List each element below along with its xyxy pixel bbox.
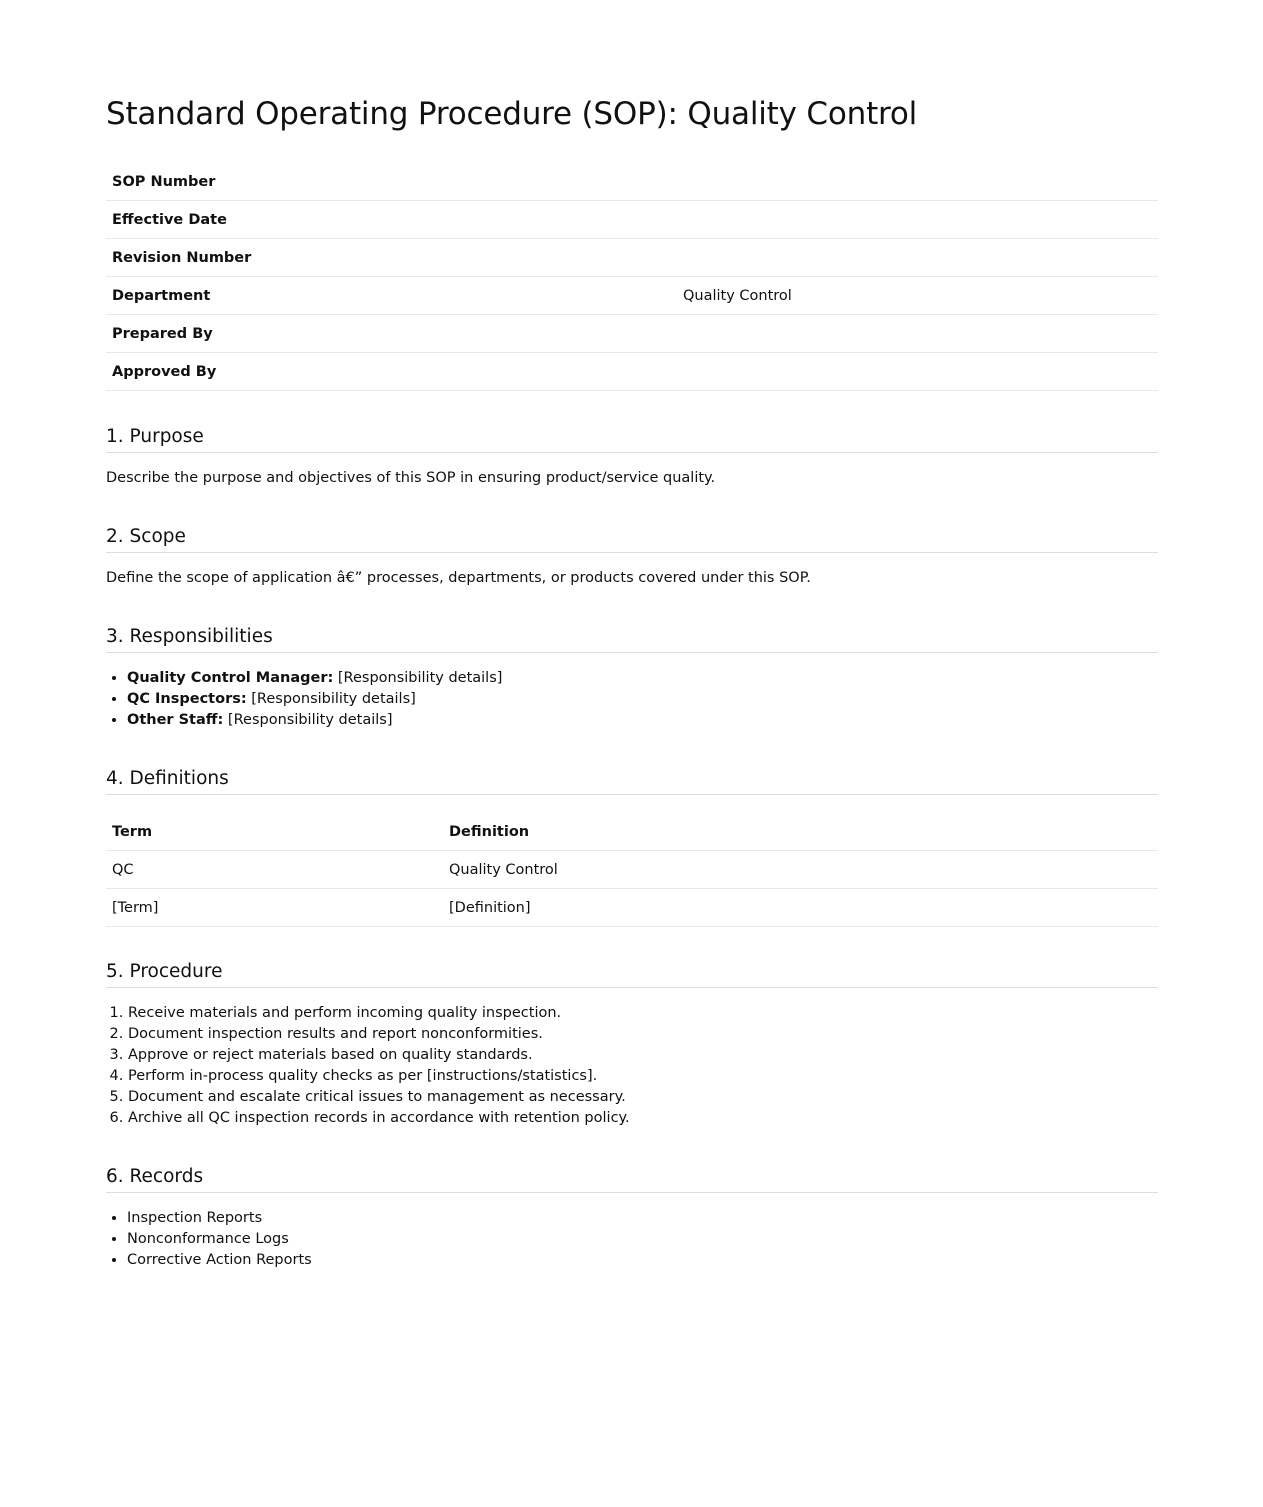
role-label: QC Inspectors: <box>127 691 247 707</box>
procedure-steps <box>106 1003 1158 1129</box>
meta-label: Effective Date <box>106 201 677 239</box>
section-heading: 1. Purpose <box>106 426 1158 453</box>
section-heading: 3. Responsibilities <box>106 626 1158 653</box>
list-item <box>127 689 1158 710</box>
page-title: Standard Operating Procedure (SOP): Quality Control <box>106 96 918 132</box>
meta-value: Quality Control <box>677 277 1158 315</box>
role-detail: [Responsibility details] <box>333 670 503 686</box>
table-row <box>106 277 1158 315</box>
table-row <box>106 315 1158 353</box>
meta-value <box>677 163 1158 201</box>
term-cell: [Term] <box>106 889 443 927</box>
section-responsibilities <box>106 626 1158 731</box>
table-header-row <box>106 813 1158 851</box>
list-item: • Nonconformance Logs <box>127 1229 1158 1250</box>
procedure-step: 4. Perform in-process quality checks as per [instructions/statistics]. <box>128 1066 1158 1087</box>
sop-meta-table <box>106 163 1158 391</box>
meta-value <box>677 201 1158 239</box>
meta-label: Department <box>106 277 677 315</box>
meta-label: SOP Number <box>106 163 677 201</box>
meta-label: Approved By <box>106 353 677 391</box>
table-row <box>106 851 1158 889</box>
list-item: • Inspection Reports <box>127 1208 1158 1229</box>
meta-label: Prepared By <box>106 315 677 353</box>
column-header: Term <box>106 813 443 851</box>
procedure-step: 2. Document inspection results and report nonconformities. <box>128 1024 1158 1045</box>
meta-value <box>677 315 1158 353</box>
section-heading: 6. Records <box>106 1166 1158 1193</box>
responsibilities-list <box>106 668 1158 731</box>
procedure-step: 3. Approve or reject materials based on quality standards. <box>128 1045 1158 1066</box>
section-procedure <box>106 961 1158 1129</box>
section-heading: 2. Scope <box>106 526 1158 553</box>
meta-label: Revision Number <box>106 239 677 277</box>
scope-text: Define the scope of application â€” processes, departments, or products covered under this SOP. <box>106 570 811 586</box>
list-item <box>127 710 1158 731</box>
table-row <box>106 201 1158 239</box>
table-row <box>106 353 1158 391</box>
section-definitions <box>106 768 1158 927</box>
role-label: Quality Control Manager: <box>127 670 334 686</box>
list-item: • Corrective Action Reports <box>127 1250 1158 1271</box>
definitions-table <box>106 813 1158 927</box>
procedure-step: 1. Receive materials and perform incoming quality inspection. <box>128 1003 1158 1024</box>
table-row <box>106 239 1158 277</box>
meta-value <box>677 353 1158 391</box>
section-purpose <box>106 426 1158 486</box>
purpose-text: Describe the purpose and objectives of this SOP in ensuring product/service quality. <box>106 470 716 486</box>
section-scope <box>106 526 1158 586</box>
list-item <box>127 668 1158 689</box>
table-row <box>106 889 1158 927</box>
role-detail: [Responsibility details] <box>223 712 393 728</box>
column-header: Definition <box>443 813 1158 851</box>
role-label: Other Staff: <box>127 712 224 728</box>
section-heading: 4. Definitions <box>106 768 1158 795</box>
role-detail: [Responsibility details] <box>246 691 416 707</box>
section-records <box>106 1166 1158 1271</box>
records-list <box>106 1208 1158 1271</box>
definition-cell: Quality Control <box>443 851 1158 889</box>
procedure-step: 5. Document and escalate critical issues to management as necessary. <box>128 1087 1158 1108</box>
section-heading: 5. Procedure <box>106 961 1158 988</box>
procedure-step: 6. Archive all QC inspection records in accordance with retention policy. <box>128 1108 1158 1129</box>
table-row <box>106 163 1158 201</box>
meta-value <box>677 239 1158 277</box>
term-cell: QC <box>106 851 443 889</box>
definition-cell: [Definition] <box>443 889 1158 927</box>
